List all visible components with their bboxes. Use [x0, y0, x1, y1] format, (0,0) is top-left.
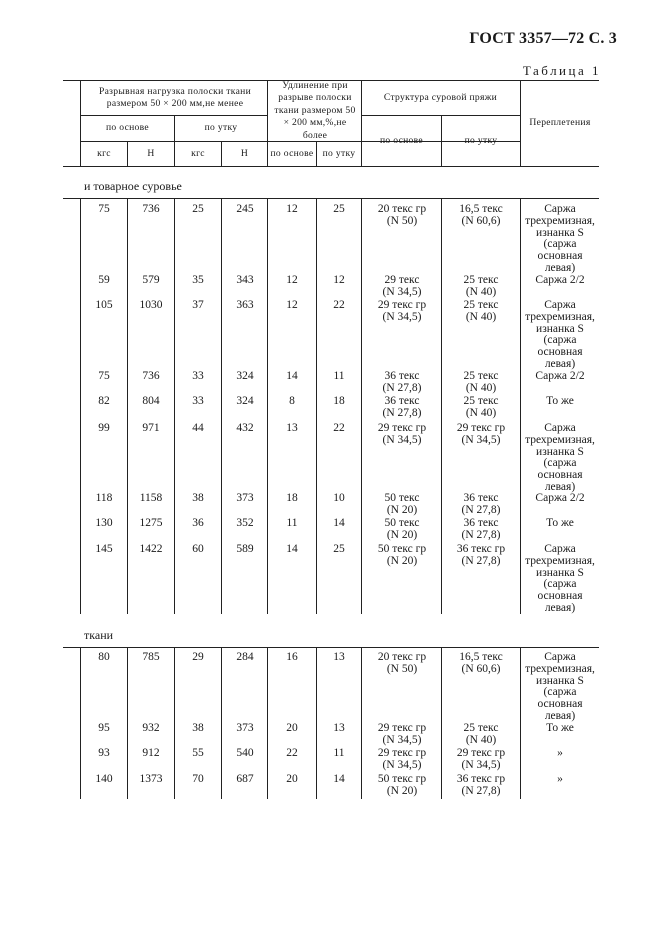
cell-yarn-weft-line: 29 текс гр — [456, 422, 506, 434]
section-title: ткани — [84, 628, 114, 642]
col-breaking-load: Разрывная нагрузка полоски ткани размером 50 × 200 мм,не менее — [98, 85, 252, 109]
page-header: ГОСТ 3357—72 С. 3 — [469, 30, 617, 47]
cell-weft-kgf: 55 — [192, 747, 204, 759]
cell-weave-line: То же — [546, 517, 574, 529]
cell-weave — [519, 275, 601, 287]
col-elong-weft: по утку — [322, 147, 356, 159]
cell-weave — [519, 493, 601, 505]
cell-warp-kgf: 75 — [98, 203, 110, 215]
cell-yarn-weft-line: (N 27,8) — [461, 784, 501, 797]
cell-yarn-warp-line: (N 20) — [386, 554, 418, 567]
cell-yarn-warp — [364, 748, 440, 771]
cell-yarn-weft-line: 25 текс — [463, 274, 499, 286]
cell-yarn-weft — [443, 774, 519, 797]
table-row — [0, 773, 661, 797]
cell-weave-line: основная — [537, 698, 583, 711]
cell-warp-kgf: 140 — [95, 773, 113, 785]
cell-weave — [519, 300, 601, 371]
cell-weave — [519, 204, 601, 275]
cell-yarn-weft-line: (N 60,6) — [461, 662, 501, 675]
column-rule — [267, 198, 268, 614]
cell-elong-warp: 14 — [286, 370, 298, 382]
cell-weave-line: левая) — [544, 357, 576, 370]
cell-yarn-weft-line: (N 27,8) — [461, 554, 501, 567]
cell-yarn-weft-line: 36 текс — [463, 492, 499, 504]
table-row — [0, 517, 661, 541]
cell-weave-line: основная — [537, 469, 583, 482]
cell-yarn-weft — [443, 748, 519, 771]
cell-warp-newton: 579 — [142, 274, 160, 286]
col-yarn-structure: Структура суровой пряжи — [383, 91, 498, 103]
cell-weave-line: (саржа — [543, 686, 577, 699]
cell-yarn-weft — [443, 544, 519, 567]
cell-yarn-weft-line: 25 текс — [463, 370, 499, 382]
cell-weft-kgf: 33 — [192, 370, 204, 382]
table-row — [0, 274, 661, 298]
cell-warp-kgf: 93 — [98, 747, 110, 759]
cell-warp-newton: 736 — [142, 203, 160, 215]
cell-warp-newton: 1275 — [139, 517, 163, 529]
cell-yarn-warp — [364, 371, 440, 394]
cell-weave-line: левая) — [544, 261, 576, 274]
cell-yarn-weft — [443, 371, 519, 394]
cell-yarn-weft — [443, 204, 519, 227]
cell-yarn-warp-line: 36 текс — [384, 395, 420, 407]
column-rule — [80, 198, 81, 614]
cell-yarn-weft-line: (N 40) — [465, 310, 497, 323]
cell-weave-line: Саржа — [544, 651, 576, 663]
cell-weft-newton: 432 — [236, 422, 254, 434]
section-title: и товарное суровье — [84, 179, 182, 193]
cell-elong-weft: 14 — [333, 517, 345, 529]
cell-yarn-weft-line: 36 текс гр — [456, 773, 506, 785]
cell-weft-newton: 589 — [236, 543, 254, 555]
cell-weft-kgf: 25 — [192, 203, 204, 215]
cell-yarn-weft — [443, 723, 519, 746]
cell-weave-line: » — [557, 747, 563, 759]
cell-weave-line: левая) — [544, 601, 576, 614]
cell-warp-kgf: 118 — [95, 492, 113, 504]
cell-elong-weft: 11 — [333, 370, 345, 382]
col-elongation: Удлинение при разрыве полоски ткани размером 50 × 200 мм,%,не более — [274, 79, 356, 141]
cell-elong-weft: 25 — [333, 203, 345, 215]
table-label: Таблица 1 — [522, 63, 601, 78]
cell-weft-kgf: 29 — [192, 651, 204, 663]
cell-yarn-weft-line: (N 34,5) — [461, 758, 501, 771]
cell-weave-line: Саржа — [544, 299, 576, 311]
cell-elong-warp: 12 — [286, 203, 298, 215]
table-row — [0, 395, 661, 419]
cell-elong-weft: 12 — [333, 274, 345, 286]
cell-weave — [519, 371, 601, 383]
cell-yarn-warp-line: 29 текс гр — [377, 422, 427, 434]
cell-weave-line: Саржа — [544, 203, 576, 215]
cell-weave-line: трехремизная, — [525, 662, 595, 675]
section-rule — [63, 647, 599, 648]
cell-yarn-warp-line: 50 текс гр — [377, 773, 427, 785]
cell-weave-line: изнанка S — [536, 566, 584, 579]
cell-yarn-warp-line: 29 текс — [384, 274, 420, 286]
cell-elong-weft: 11 — [333, 747, 345, 759]
cell-warp-newton: 912 — [142, 747, 160, 759]
table-row — [0, 543, 661, 614]
cell-warp-kgf: 130 — [95, 517, 113, 529]
cell-yarn-warp — [364, 396, 440, 419]
cell-yarn-weft-line: 25 текс — [463, 395, 499, 407]
cell-warp-newton: 736 — [142, 370, 160, 382]
cell-weave-line: Саржа 2/2 — [535, 370, 585, 382]
cell-yarn-warp — [364, 204, 440, 227]
cell-weave-line: левая) — [544, 709, 576, 722]
cell-yarn-warp-line: 29 текс гр — [377, 299, 427, 311]
cell-weave-line: основная — [537, 346, 583, 359]
cell-weave-line: » — [557, 773, 563, 785]
cell-yarn-warp — [364, 493, 440, 516]
cell-weft-kgf: 70 — [192, 773, 204, 785]
cell-weft-kgf: 38 — [192, 722, 204, 734]
cell-weave-line: Саржа 2/2 — [535, 492, 585, 504]
cell-yarn-weft-line: (N 27,8) — [461, 503, 501, 516]
cell-yarn-warp-line: (N 50) — [386, 214, 418, 227]
col-warp-kgf: кгс — [97, 147, 111, 159]
cell-elong-warp: 18 — [286, 492, 298, 504]
cell-weave-line: изнанка S — [536, 674, 584, 687]
column-rule — [174, 198, 175, 614]
cell-weft-newton: 540 — [236, 747, 254, 759]
cell-yarn-warp-line: 20 текс гр — [377, 651, 427, 663]
cell-elong-warp: 20 — [286, 773, 298, 785]
cell-warp-newton: 971 — [142, 422, 160, 434]
cell-yarn-weft — [443, 396, 519, 419]
cell-yarn-warp — [364, 275, 440, 298]
cell-yarn-weft-line: 25 текс — [463, 299, 499, 311]
table-row — [0, 370, 661, 394]
cell-elong-warp: 12 — [286, 299, 298, 311]
col-load-weft: по утку — [204, 122, 238, 134]
cell-elong-weft: 22 — [333, 299, 345, 311]
cell-weft-newton: 373 — [236, 722, 254, 734]
cell-weave-line: трехремизная, — [525, 554, 595, 567]
cell-warp-kgf: 75 — [98, 370, 110, 382]
cell-weave-line: То же — [546, 395, 574, 407]
section-rule — [63, 198, 599, 199]
cell-yarn-weft — [443, 493, 519, 516]
cell-yarn-warp-line: (N 34,5) — [382, 733, 422, 746]
cell-elong-weft: 18 — [333, 395, 345, 407]
cell-weft-kgf: 60 — [192, 543, 204, 555]
table-row — [0, 651, 661, 722]
cell-warp-kgf: 145 — [95, 543, 113, 555]
cell-weave-line: Саржа 2/2 — [535, 274, 585, 286]
cell-yarn-weft — [443, 518, 519, 541]
col-load-warp: по основе — [106, 122, 149, 134]
cell-elong-warp: 12 — [286, 274, 298, 286]
cell-yarn-weft — [443, 652, 519, 675]
cell-warp-kgf: 80 — [98, 651, 110, 663]
cell-weave — [519, 423, 601, 494]
cell-weft-newton: 363 — [236, 299, 254, 311]
cell-yarn-warp-line: 29 текс гр — [377, 722, 427, 734]
cell-elong-warp: 20 — [286, 722, 298, 734]
cell-yarn-warp-line: 29 текс гр — [377, 747, 427, 759]
cell-yarn-weft-line: 16,5 текс — [459, 203, 503, 215]
table-row — [0, 492, 661, 516]
cell-weave — [519, 544, 601, 615]
cell-weave-line: трехремизная, — [525, 310, 595, 323]
cell-yarn-weft-line: 36 текс гр — [456, 543, 506, 555]
cell-yarn-weft-line: (N 27,8) — [461, 528, 501, 541]
cell-elong-warp: 11 — [286, 517, 298, 529]
cell-yarn-weft-line: (N 40) — [465, 733, 497, 746]
cell-elong-warp: 16 — [286, 651, 298, 663]
cell-weft-newton: 245 — [236, 203, 254, 215]
cell-yarn-warp-line: 20 текс гр — [377, 203, 427, 215]
cell-yarn-warp-line: (N 34,5) — [382, 285, 422, 298]
cell-weave-line: трехремизная, — [525, 433, 595, 446]
cell-elong-warp: 22 — [286, 747, 298, 759]
cell-weft-kgf: 36 — [192, 517, 204, 529]
cell-yarn-weft — [443, 300, 519, 323]
cell-yarn-warp — [364, 544, 440, 567]
cell-yarn-warp-line: (N 50) — [386, 662, 418, 675]
cell-yarn-weft-line: (N 34,5) — [461, 433, 501, 446]
column-rule — [361, 198, 362, 614]
cell-yarn-warp — [364, 652, 440, 675]
cell-weft-newton: 324 — [236, 370, 254, 382]
table-row — [0, 422, 661, 493]
cell-yarn-warp-line: (N 20) — [386, 503, 418, 516]
cell-warp-newton: 932 — [142, 722, 160, 734]
cell-elong-weft: 22 — [333, 422, 345, 434]
cell-yarn-warp — [364, 774, 440, 797]
cell-weave-line: трехремизная, — [525, 214, 595, 227]
cell-weave-line: Саржа — [544, 422, 576, 434]
header-bottom-rule — [63, 166, 599, 167]
cell-yarn-warp-line: (N 27,8) — [382, 406, 422, 419]
cell-yarn-weft-line: (N 60,6) — [461, 214, 501, 227]
cell-yarn-warp-line: 50 текс — [384, 517, 420, 529]
cell-weave — [519, 723, 601, 735]
column-rule — [127, 198, 128, 614]
col-weft-kgf: кгс — [191, 147, 205, 159]
cell-weft-newton: 343 — [236, 274, 254, 286]
cell-elong-weft: 13 — [333, 651, 345, 663]
cell-warp-kgf: 95 — [98, 722, 110, 734]
cell-weave-line: основная — [537, 590, 583, 603]
cell-weft-kgf: 35 — [192, 274, 204, 286]
cell-elong-weft: 13 — [333, 722, 345, 734]
cell-weft-newton: 687 — [236, 773, 254, 785]
cell-elong-weft: 10 — [333, 492, 345, 504]
cell-yarn-warp-line: (N 27,8) — [382, 381, 422, 394]
cell-yarn-warp — [364, 300, 440, 323]
cell-weft-kgf: 38 — [192, 492, 204, 504]
cell-yarn-weft-line: 25 текс — [463, 722, 499, 734]
cell-elong-warp: 14 — [286, 543, 298, 555]
cell-weave-line: (саржа — [543, 334, 577, 347]
cell-weft-kgf: 33 — [192, 395, 204, 407]
cell-weave — [519, 748, 601, 760]
column-rule — [221, 198, 222, 614]
col-weave: Переплетения — [529, 116, 591, 128]
cell-yarn-warp-line: 36 текс — [384, 370, 420, 382]
cell-weave — [519, 396, 601, 408]
cell-weave-line: левая) — [544, 480, 576, 493]
cell-yarn-weft-line: 36 текс — [463, 517, 499, 529]
table-row — [0, 747, 661, 771]
cell-weave — [519, 518, 601, 530]
cell-yarn-weft-line: 29 текс гр — [456, 747, 506, 759]
cell-yarn-warp-line: (N 20) — [386, 528, 418, 541]
cell-yarn-warp — [364, 423, 440, 446]
cell-warp-newton: 804 — [142, 395, 160, 407]
cell-weave — [519, 774, 601, 786]
col-warp-newton: Н — [147, 147, 155, 159]
cell-yarn-warp-line: 50 текс — [384, 492, 420, 504]
col-weft-newton: Н — [240, 147, 249, 159]
cell-weave-line: (саржа — [543, 578, 577, 591]
cell-yarn-weft-line: (N 40) — [465, 406, 497, 419]
cell-weave-line: Саржа — [544, 543, 576, 555]
cell-warp-newton: 1158 — [139, 492, 163, 504]
cell-warp-kgf: 59 — [98, 274, 110, 286]
cell-yarn-warp-line: (N 20) — [386, 784, 418, 797]
cell-warp-newton: 1422 — [139, 543, 163, 555]
cell-warp-kgf: 82 — [98, 395, 110, 407]
cell-elong-warp: 8 — [289, 395, 295, 407]
cell-weave-line: изнанка S — [536, 226, 584, 239]
table-row — [0, 299, 661, 370]
cell-yarn-weft-line: (N 40) — [465, 285, 497, 298]
cell-warp-newton: 1373 — [139, 773, 163, 785]
cell-yarn-weft — [443, 423, 519, 446]
cell-yarn-warp-line: 50 текс гр — [377, 543, 427, 555]
cell-elong-weft: 25 — [333, 543, 345, 555]
cell-yarn-warp-line: (N 34,5) — [382, 310, 422, 323]
cell-weft-kgf: 37 — [192, 299, 204, 311]
cell-weave-line: То же — [546, 722, 574, 734]
cell-yarn-warp — [364, 518, 440, 541]
table-row — [0, 722, 661, 746]
cell-weft-newton: 373 — [236, 492, 254, 504]
table-row — [0, 203, 661, 274]
cell-weave-line: (саржа — [543, 457, 577, 470]
col-yarn-warp: по основе — [380, 134, 423, 146]
cell-warp-kgf: 99 — [98, 422, 110, 434]
cell-warp-newton: 785 — [142, 651, 160, 663]
cell-weave-line: изнанка S — [536, 445, 584, 458]
cell-weft-newton: 324 — [236, 395, 254, 407]
col-yarn-weft: по утку — [464, 134, 498, 146]
cell-elong-weft: 14 — [333, 773, 345, 785]
cell-weave — [519, 652, 601, 723]
cell-weave-line: изнанка S — [536, 322, 584, 335]
cell-yarn-weft-line: 16,5 текс — [459, 651, 503, 663]
cell-weave-line: (саржа — [543, 238, 577, 251]
cell-yarn-warp — [364, 723, 440, 746]
cell-yarn-weft — [443, 275, 519, 298]
cell-weft-newton: 352 — [236, 517, 254, 529]
cell-elong-warp: 13 — [286, 422, 298, 434]
column-rule — [441, 198, 442, 614]
cell-yarn-warp-line: (N 34,5) — [382, 433, 422, 446]
cell-weave-line: основная — [537, 250, 583, 263]
col-elong-warp: по основе — [270, 147, 314, 159]
cell-yarn-weft-line: (N 40) — [465, 381, 497, 394]
cell-warp-newton: 1030 — [139, 299, 163, 311]
cell-weft-newton: 284 — [236, 651, 254, 663]
cell-weft-kgf: 44 — [192, 422, 204, 434]
column-rule — [316, 198, 317, 614]
cell-yarn-warp-line: (N 34,5) — [382, 758, 422, 771]
cell-warp-kgf: 105 — [95, 299, 113, 311]
